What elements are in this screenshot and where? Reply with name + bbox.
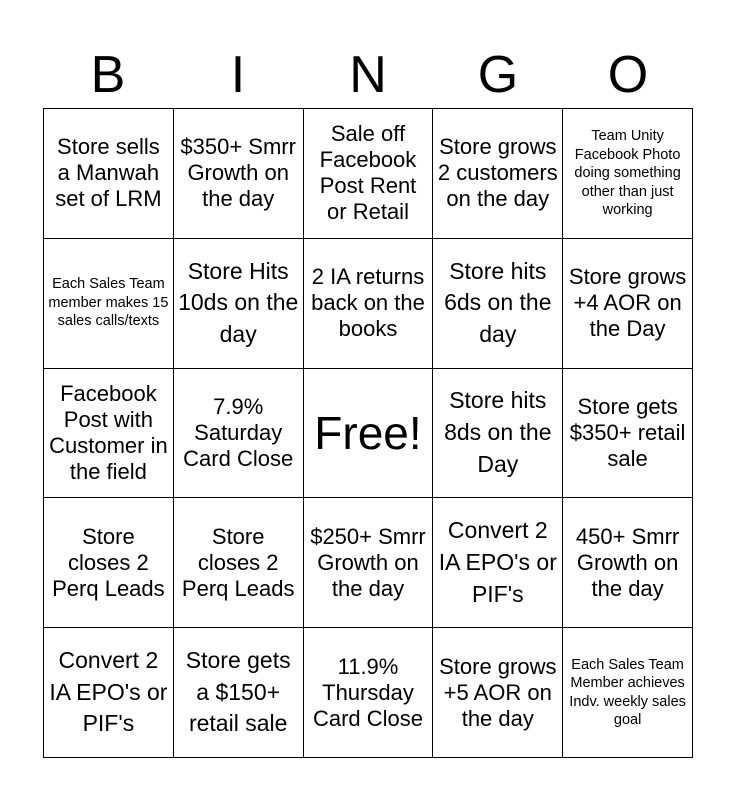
- header-letter-n: N: [349, 46, 387, 104]
- bingo-cell[interactable]: [44, 239, 174, 369]
- bingo-cell-text: $250+ Smrr Growth on the day: [310, 523, 426, 601]
- bingo-cell-text: Facebook Post with Customer in the field: [49, 381, 168, 484]
- bingo-cell-text: Store hits 8ds on the Day: [444, 387, 552, 477]
- bingo-cell-text: Store hits 6ds on the day: [444, 257, 552, 348]
- header-letter-i: I: [230, 46, 246, 104]
- bingo-header: [43, 42, 693, 108]
- bingo-cell-text: 7.9% Saturday Card Close: [183, 394, 294, 471]
- bingo-cell[interactable]: [563, 628, 693, 758]
- free-space-cell[interactable]: [304, 369, 434, 499]
- bingo-cell[interactable]: [174, 369, 304, 499]
- header-letter-g: G: [477, 46, 519, 104]
- bingo-cell[interactable]: [304, 628, 434, 758]
- bingo-cell[interactable]: [433, 239, 563, 369]
- bingo-cell-text: Store Hits 10ds on the day: [178, 257, 299, 348]
- bingo-cell-text: Store grows +5 AOR on the day: [439, 653, 557, 731]
- bingo-cell[interactable]: [44, 498, 174, 628]
- bingo-cell[interactable]: [433, 498, 563, 628]
- bingo-cell-text: 11.9% Thursday Card Close: [312, 653, 424, 731]
- bingo-cell-text: Free!: [314, 406, 422, 459]
- bingo-cell[interactable]: [433, 369, 563, 499]
- bingo-cell-text: Each Sales Team Member achieves Indv. weekly sales goal: [569, 656, 686, 729]
- bingo-cell[interactable]: [44, 369, 174, 499]
- bingo-cell-text: 2 IA returns back on the books: [311, 264, 425, 342]
- bingo-cell[interactable]: [304, 498, 434, 628]
- bingo-cell[interactable]: [433, 628, 563, 758]
- bingo-cell-text: Store grows 2 customers on the day: [437, 134, 558, 212]
- bingo-cell[interactable]: [304, 109, 434, 239]
- bingo-cell-text: Store sells a Manwah set of LRM: [55, 134, 162, 212]
- bingo-cell-text: Each Sales Team member makes 15 sales calls/texts: [48, 276, 169, 330]
- bingo-cell-text: Convert 2 IA EPO's or PIF's: [438, 517, 557, 607]
- bingo-cell[interactable]: [174, 109, 304, 239]
- bingo-cell[interactable]: [563, 109, 693, 239]
- bingo-cell-text: Store gets $350+ retail sale: [569, 394, 686, 471]
- bingo-cell-text: Sale off Facebook Post Rent or Retail: [319, 121, 417, 225]
- bingo-cell[interactable]: [174, 498, 304, 628]
- bingo-cell[interactable]: [44, 628, 174, 758]
- bingo-cell[interactable]: [433, 109, 563, 239]
- header-letter-b: B: [90, 46, 126, 104]
- bingo-cell-text: $350+ Smrr Growth on the day: [180, 134, 296, 212]
- bingo-cell[interactable]: [563, 239, 693, 369]
- bingo-cell[interactable]: [44, 109, 174, 239]
- bingo-card-grid: [43, 108, 693, 758]
- bingo-cell-text: Store closes 2 Perq Leads: [181, 523, 295, 601]
- bingo-cell[interactable]: [304, 239, 434, 369]
- bingo-cell[interactable]: [563, 498, 693, 628]
- header-letter-o: O: [607, 46, 649, 104]
- bingo-cell-text: Store gets a $150+ retail sale: [185, 646, 291, 737]
- bingo-cell[interactable]: [174, 628, 304, 758]
- bingo-cell-text: Convert 2 IA EPO's or PIF's: [49, 646, 168, 737]
- bingo-cell[interactable]: [563, 369, 693, 499]
- bingo-cell-text: 450+ Smrr Growth on the day: [575, 523, 680, 601]
- bingo-cell-text: Store closes 2 Perq Leads: [52, 523, 165, 601]
- bingo-cell-text: Store grows +4 AOR on the Day: [568, 264, 687, 342]
- bingo-cell[interactable]: [174, 239, 304, 369]
- bingo-cell-text: Team Unity Facebook Photo doing something other than just working: [574, 128, 681, 219]
